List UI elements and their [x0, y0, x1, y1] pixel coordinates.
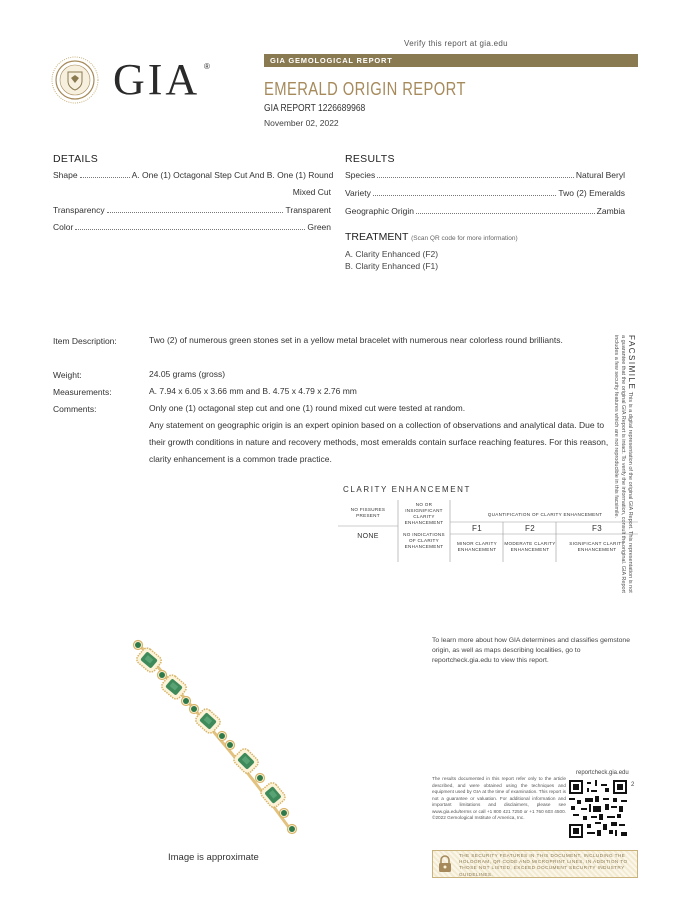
color-value: Green: [307, 222, 331, 232]
grade-f1: F1: [472, 524, 482, 533]
transparency-value: Transparent: [285, 205, 331, 215]
facsimile-note: [612, 335, 635, 595]
comments-value-cont: Any statement on geographic origin is an expert opinion based on a collection of observations and analytical data. Due to their growth conditions in nature and recovery methods, most emeralds contain surface reaching features. For this reason, clarity enhancement is a common trade practice.: [149, 420, 609, 464]
variety-value: Two (2) Emeralds: [558, 188, 625, 198]
security-text: THE SECURITY FEATURES IN THIS DOCUMENT, INCLUDING THE HOLOGRAM, QR CODE AND MICROPRINT LINES, IN ADDITION TO THOSE NOT LISTED, EXCEED DOCUMENT SECURITY INDUSTRY GUIDELINES.: [459, 853, 628, 877]
origin-label: Geographic Origin: [345, 206, 414, 216]
color-label: Color: [53, 222, 74, 232]
details-heading: DETAILS: [53, 153, 99, 165]
comments-label: Comments:: [53, 404, 97, 414]
treatment-note: (Scan QR code for more information): [411, 235, 518, 242]
dot-leader: [373, 194, 557, 196]
transparency-label: Transparency: [53, 205, 105, 215]
species-row: [345, 170, 625, 180]
color-row: [53, 222, 331, 232]
facsimile-text: This is a digital representation of the original GIA Report. This representation is not a guarantee that the original GIA Report is intact. To verify the information, consult the original. GIA Report includes a few security features which are not reproducible in this facsimile.: [613, 335, 633, 593]
value-minor: MINOR CLARITY ENHANCEMENT: [457, 541, 497, 552]
origin-value: Zambia: [596, 206, 625, 216]
variety-label: Variety: [345, 188, 371, 198]
col-no-insignificant: NO OR INSIGNIFICANT CLARITY ENHANCEMENT: [404, 502, 444, 525]
bracelet-image: [118, 633, 318, 843]
gia-logo: GIA: [113, 55, 201, 104]
dot-leader: [75, 228, 305, 230]
shape-row-cont: [53, 187, 331, 197]
grade-f2: F2: [525, 524, 535, 533]
dot-leader: [80, 176, 130, 178]
dot-leader: [416, 212, 595, 214]
weight-label: Weight:: [53, 370, 82, 380]
report-number: GIA REPORT 1226689968: [264, 103, 366, 114]
col-no-fissures: NO FISSURES PRESENT: [350, 507, 386, 518]
treatment-item: B. Clarity Enhanced (F1): [345, 261, 439, 271]
item-description-value: Two (2) of numerous green stones set in a yellow metal bracelet with numerous near colorless round brilliants.: [149, 335, 563, 345]
dot-leader: [107, 211, 284, 213]
treatment-item: A. Clarity Enhanced (F2): [345, 249, 439, 259]
species-label: Species: [345, 170, 376, 180]
clarity-title: CLARITY ENHANCEMENT: [343, 485, 472, 494]
variety-row: [345, 188, 625, 198]
qr-number: 2: [631, 782, 635, 788]
treatment-title: TREATMENT: [345, 231, 409, 243]
value-no-indications: NO INDICATIONS OF CLARITY ENHANCEMENT: [403, 532, 445, 549]
measurements-label: Measurements:: [53, 387, 112, 397]
value-moderate: MODERATE CLARITY ENHANCEMENT: [504, 541, 556, 552]
reportcheck-url[interactable]: reportcheck.gia.edu: [576, 770, 629, 776]
value-none: NONE: [357, 533, 379, 540]
comments-value: Only one (1) octagonal step cut and one (1) round mixed cut were tested at random.: [149, 403, 466, 413]
item-description-label: Item Description:: [53, 336, 117, 346]
gia-seal-icon: [51, 56, 99, 104]
report-title: EMERALD ORIGIN REPORT: [264, 79, 466, 99]
shape-label: Shape: [53, 170, 78, 180]
grade-f3: F3: [592, 524, 602, 533]
shape-row: [53, 170, 334, 180]
facsimile-title: FACSIMILE: [627, 335, 636, 391]
lock-icon: [437, 855, 453, 873]
learn-more-text: To learn more about how GIA determines and classifies gemstone origin, as well as maps describing localities, go to reportcheck.gia.edu to view this report.: [432, 637, 630, 664]
measurements-value: A. 7.94 x 6.05 x 3.66 mm and B. 4.75 x 4.79 x 2.76 mm: [149, 386, 357, 396]
transparency-row: [53, 205, 331, 215]
qr-code-icon[interactable]: [569, 780, 627, 838]
shape-value-cont: Mixed Cut: [292, 187, 331, 197]
results-heading: RESULTS: [345, 153, 395, 165]
species-value: Natural Beryl: [575, 170, 625, 180]
col-quantification: QUANTIFICATION OF CLARITY ENHANCEMENT: [487, 512, 603, 517]
fine-print: The results documented in this report refer only to the article described, and were obtained using the techniques and equipment used by GIA at the time of examination. This report is not a guarantee or valuation. For additional information and important limitations and disclaimers, please see www.gia.edu/terms or call +1 800 421 7250 or +1 760 603 4500. ©2022 Gemological Institute of America, Inc.: [432, 776, 566, 820]
report-band: GIA GEMOLOGICAL REPORT: [264, 54, 638, 67]
verify-link[interactable]: Verify this report at gia.edu: [404, 39, 508, 48]
image-caption: Image is approximate: [168, 852, 259, 863]
treatment-heading: [345, 231, 518, 243]
shape-value: A. One (1) Octagonal Step Cut And B. One (1) Round: [131, 170, 334, 180]
value-significant: SIGNIFICANT CLARITY ENHANCEMENT: [569, 541, 625, 552]
origin-row: [345, 206, 625, 216]
dot-leader: [377, 176, 574, 178]
weight-value: 24.05 grams (gross): [149, 369, 226, 379]
registered-mark: ®: [204, 62, 210, 71]
report-date: November 02, 2022: [264, 118, 339, 128]
